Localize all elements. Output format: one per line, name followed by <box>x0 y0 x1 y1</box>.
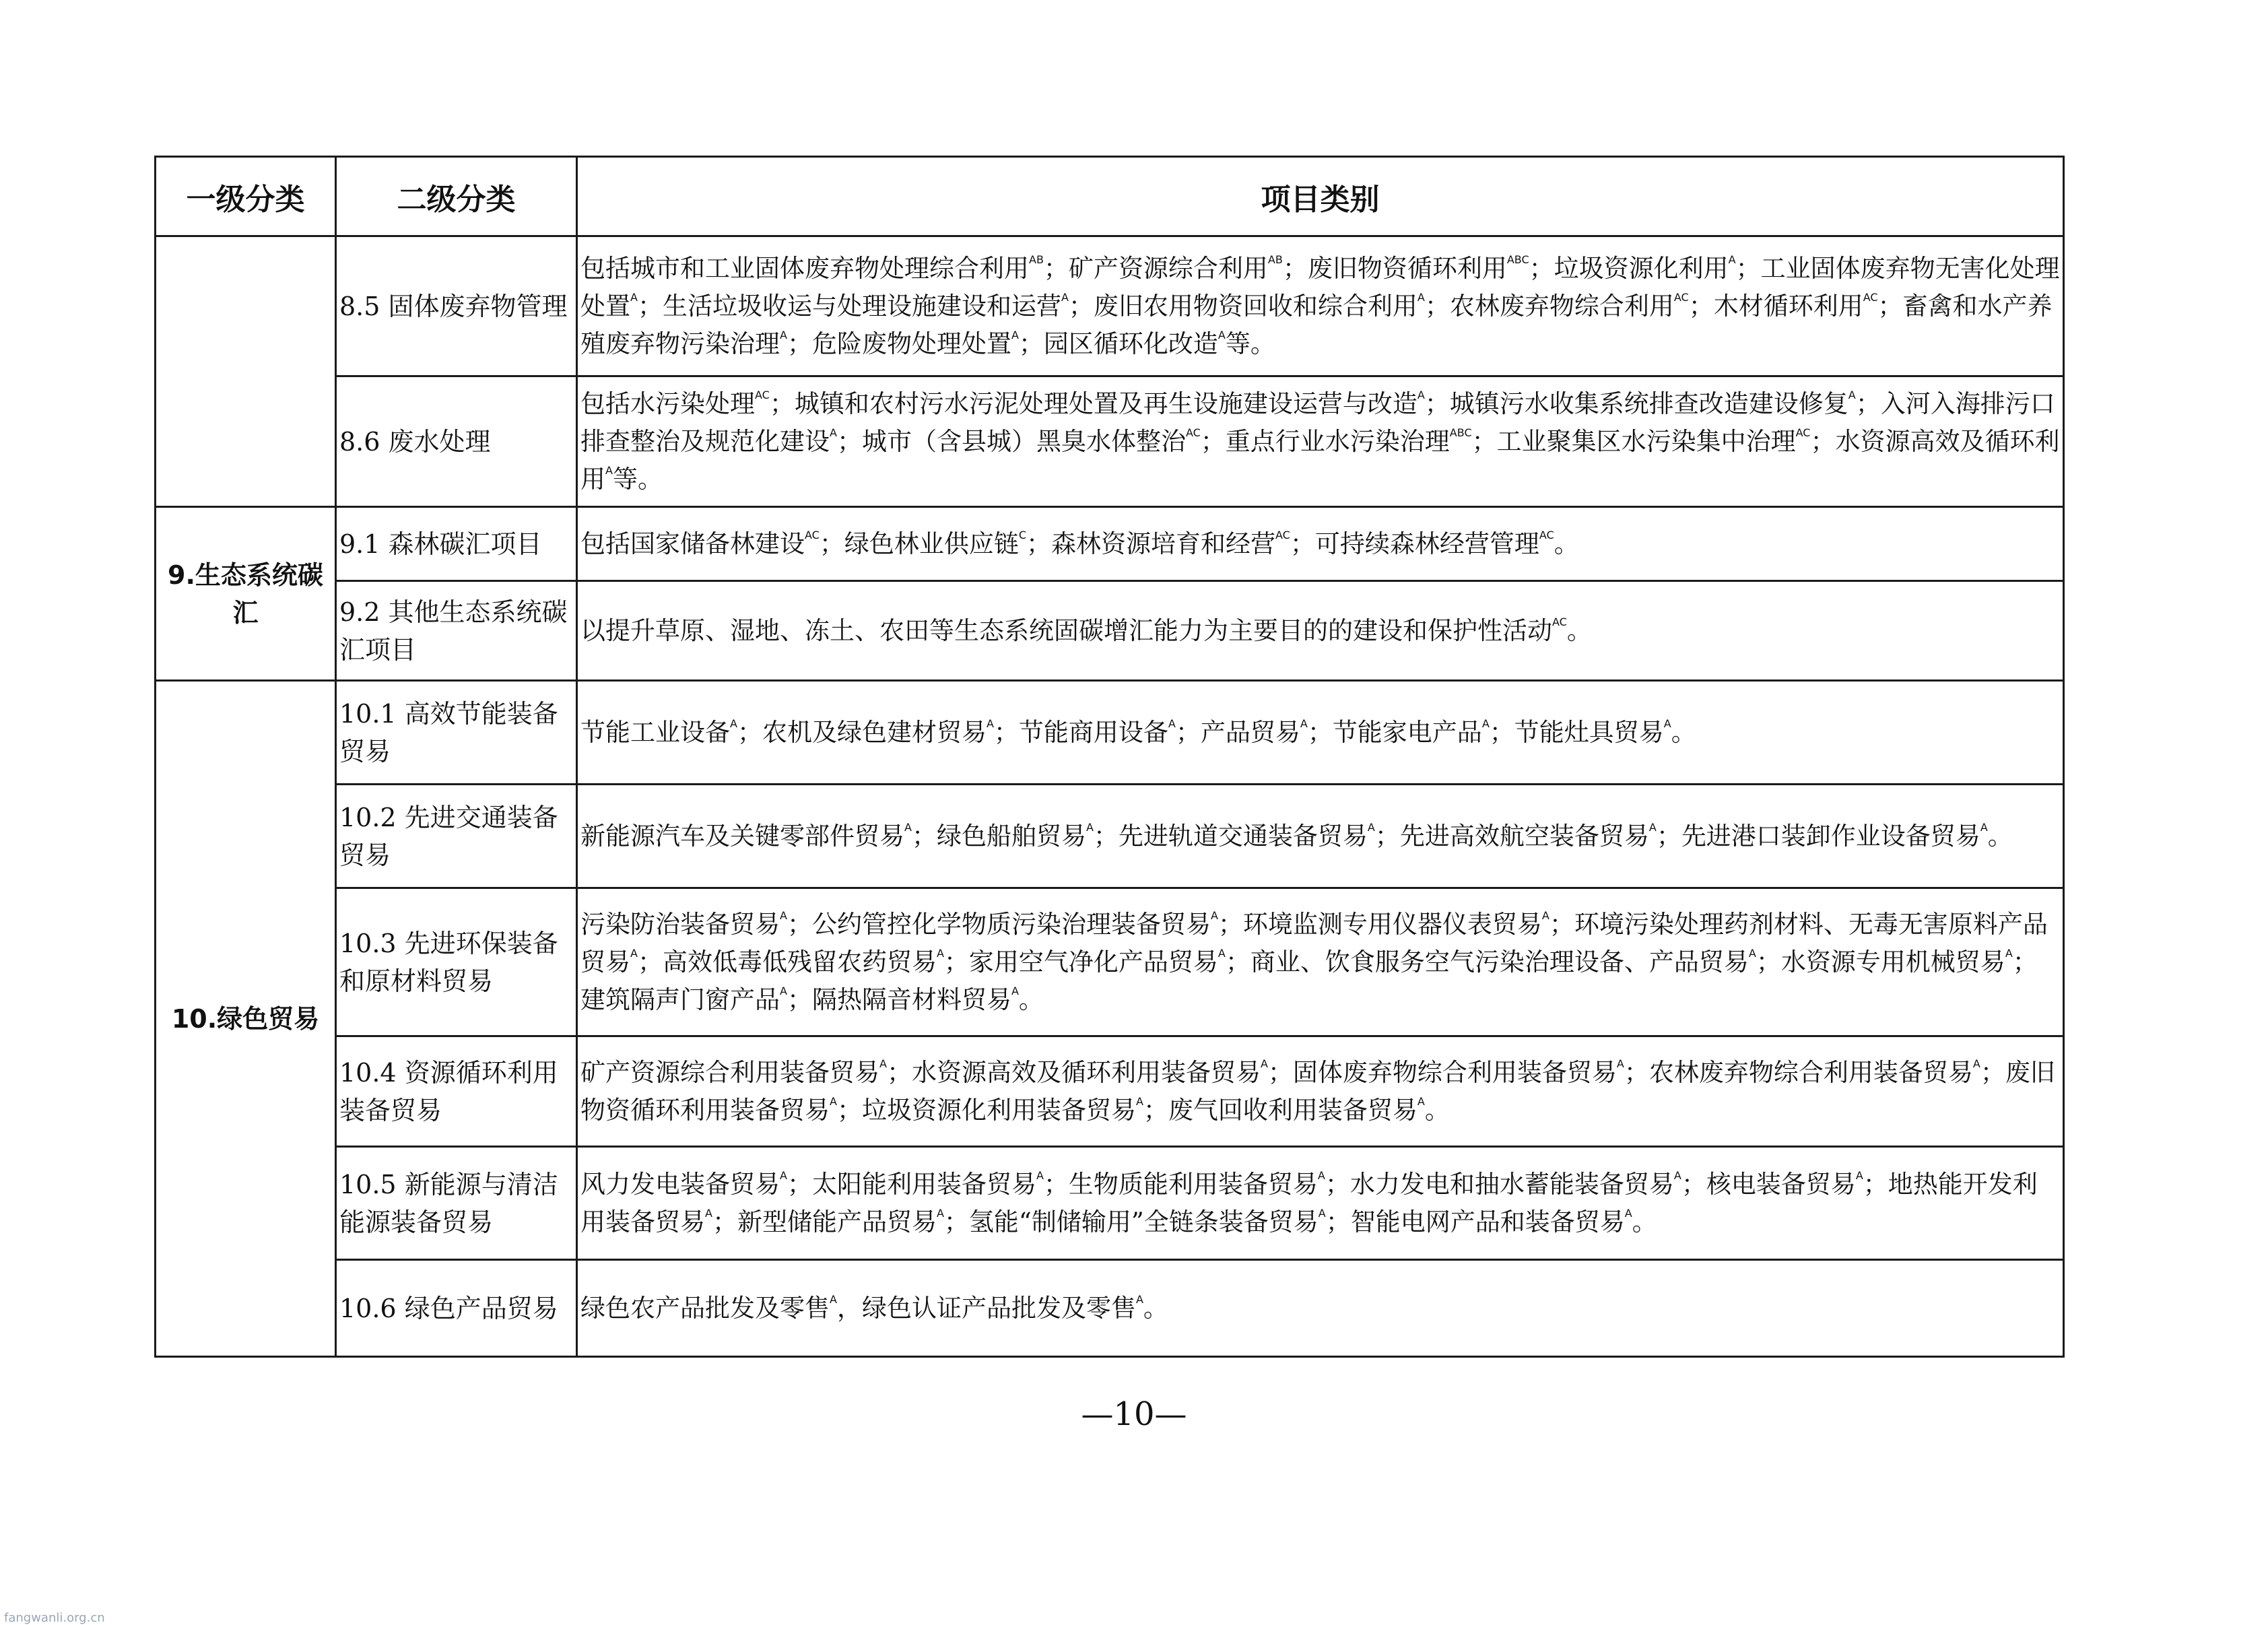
project-item <box>1094 292 1450 321</box>
project-item <box>812 985 1044 1014</box>
project-item-mark: A <box>1481 717 1490 730</box>
table-header-row <box>156 157 2064 236</box>
table-row <box>156 1260 2064 1357</box>
project-item-mark: A <box>1036 1168 1044 1182</box>
project-item <box>1514 718 1696 747</box>
project-item <box>862 1096 1168 1125</box>
project-item-text: 商业、饮食服务空气污染治理设备、产品贸易 <box>1250 947 1749 976</box>
project-item-separator: 等。 <box>612 464 663 494</box>
project-item-separator: ； <box>886 1057 912 1087</box>
table-row <box>156 681 2064 785</box>
project-item <box>844 529 1051 558</box>
project-item <box>1706 1170 1888 1199</box>
project-item-text: 废旧物资循环利用装备贸易 <box>580 1057 2055 1125</box>
project-category-cell <box>577 376 2064 507</box>
project-item-separator: ； <box>1290 529 1315 558</box>
project-item-mark: A <box>705 1206 712 1220</box>
project-item-mark: AC <box>1539 528 1554 541</box>
project-item-separator: ； <box>1225 947 1250 976</box>
project-item-mark: A <box>780 328 787 341</box>
project-item-separator: ； <box>1200 426 1226 456</box>
project-item-separator: 。 <box>1424 1095 1450 1125</box>
project-item-separator: ； <box>769 389 795 418</box>
project-item-text: 城市（含县城）黑臭水体整治 <box>861 426 1186 456</box>
project-item-separator: ； <box>1688 291 1714 321</box>
project-item-separator: ； <box>1471 426 1497 456</box>
project-item-text: 水资源专用机械贸易 <box>1780 947 2005 976</box>
project-item <box>1069 254 1308 283</box>
project-item-separator: ； <box>836 426 862 456</box>
project-item <box>580 1170 812 1199</box>
table-row <box>156 1147 2064 1260</box>
project-item <box>1554 254 1761 283</box>
project-item-mark: A <box>1011 328 1019 341</box>
project-item-mark: A <box>936 946 944 960</box>
project-item-separator: 。 <box>1671 717 1696 747</box>
project-item-mark: A <box>830 1094 837 1108</box>
project-item-separator: 。 <box>1018 985 1044 1014</box>
project-item-text: 隔热隔音材料贸易 <box>811 985 1011 1014</box>
project-item-separator: ； <box>993 717 1019 747</box>
project-item-mark: AB <box>1267 253 1283 266</box>
project-item-separator: ； <box>1656 821 1681 851</box>
project-item-text: 环境监测专用仪器仪表贸易 <box>1242 909 1542 939</box>
project-item <box>580 616 1592 645</box>
project-item-text: 新能源汽车及关键零部件贸易 <box>580 821 904 851</box>
project-item-mark: A <box>1218 328 1226 341</box>
project-item-separator: ； <box>787 909 812 939</box>
level2-category: 10.2 先进交通装备贸易 <box>336 785 577 888</box>
header-level2: 二级分类 <box>336 157 577 236</box>
project-item <box>1450 292 1714 321</box>
project-category-cell <box>577 681 2064 785</box>
project-item-text: 节能灶具贸易 <box>1514 717 1664 747</box>
project-item-mark: AC <box>805 528 820 541</box>
project-item <box>580 254 1069 283</box>
project-item-separator: ； <box>1218 909 1243 939</box>
project-item-text: 地热能开发利用装备贸易 <box>580 1169 2038 1236</box>
project-item <box>580 1058 912 1087</box>
project-item-separator: ； <box>1093 821 1119 851</box>
project-item-text: 森林资源培育和经营 <box>1051 529 1276 558</box>
project-item-mark: A <box>1848 388 1856 401</box>
project-item <box>580 910 812 939</box>
project-category-cell <box>577 1147 2064 1260</box>
project-item <box>862 427 1226 456</box>
project-item-separator: ； <box>1175 717 1201 747</box>
project-item-mark: A <box>1367 820 1375 834</box>
project-item-mark: A <box>1218 946 1226 960</box>
project-item-mark: AC <box>755 388 770 401</box>
project-item <box>912 1058 1293 1087</box>
project-item <box>1293 1058 1649 1087</box>
project-item-mark: A <box>879 1057 887 1070</box>
project-item-text: 垃圾资源化利用装备贸易 <box>861 1095 1136 1125</box>
project-item-separator: ； <box>1624 1057 1649 1087</box>
project-item-mark: A <box>1980 820 1988 834</box>
project-item-separator: ； <box>712 1207 737 1236</box>
project-item-mark: A <box>1417 290 1425 304</box>
project-item-separator: ； <box>1877 291 1903 321</box>
project-item <box>1450 389 1881 418</box>
project-item-separator: ； <box>1282 253 1308 283</box>
project-category-cell <box>577 1036 2064 1147</box>
project-item-mark: A <box>1317 1168 1325 1182</box>
project-item <box>1250 948 1781 976</box>
project-item-separator: ； <box>1810 426 1836 456</box>
project-category-cell <box>577 1260 2064 1357</box>
project-item-mark: A <box>780 1168 787 1182</box>
table-row <box>156 581 2064 681</box>
project-item-text: 农机及绿色建材贸易 <box>762 717 987 747</box>
project-item <box>969 948 1250 976</box>
project-item-text: 绿色认证产品批发及零售 <box>861 1293 1136 1323</box>
project-item <box>1350 1170 1706 1199</box>
table-body <box>156 236 2064 1357</box>
project-item-text: 包括水污染处理 <box>580 389 755 418</box>
project-item-mark: A <box>1541 908 1549 922</box>
project-item-mark: A <box>780 984 787 997</box>
level2-category: 8.5 固体废弃物管理 <box>336 236 577 376</box>
project-item-text: 产品贸易 <box>1200 717 1300 747</box>
project-category-cell <box>577 507 2064 581</box>
project-item <box>580 822 937 851</box>
project-item-text: 高效低毒低残留农药贸易 <box>662 947 937 976</box>
project-item-separator: 。 <box>1632 1207 1657 1236</box>
project-item-mark: A <box>1135 1292 1143 1306</box>
project-item-mark: A <box>1318 1206 1326 1220</box>
project-item-text: 节能家电产品 <box>1332 717 1482 747</box>
project-item <box>1044 329 1275 358</box>
project-item <box>1781 948 2038 976</box>
project-item-separator: ； <box>2012 947 2038 976</box>
project-item-mark: A <box>1300 717 1308 730</box>
watermark: fangwanli.org.cn <box>4 1611 105 1625</box>
project-item-mark: A <box>1673 1168 1681 1182</box>
project-item-separator: 等。 <box>1225 329 1275 358</box>
project-item <box>1308 254 1554 283</box>
project-item-text: 建筑隔声门窗产品 <box>580 985 780 1014</box>
project-item-separator: ； <box>1143 1095 1168 1125</box>
project-item-mark: ABC <box>1449 426 1472 439</box>
project-item-separator: ； <box>1043 1169 1069 1199</box>
project-item <box>1714 292 1903 321</box>
project-item-mark: A <box>630 290 638 304</box>
level1-category: 10.绿色贸易 <box>156 681 336 1357</box>
project-item-text: 核电装备贸易 <box>1706 1169 1856 1199</box>
project-item-mark: A <box>1624 1206 1632 1220</box>
project-item-separator: ； <box>1267 1057 1293 1087</box>
project-item-text: 水力发电和抽水蓄能装备贸易 <box>1349 1169 1674 1199</box>
project-item-text: 先进轨道交通装备贸易 <box>1118 821 1368 851</box>
project-item <box>1226 427 1497 456</box>
project-item-text: 木材循环利用 <box>1713 291 1863 321</box>
project-item <box>1315 529 1579 558</box>
table-row <box>156 1036 2064 1147</box>
project-item-text: 生活垃圾收运与处理设施建设和运营 <box>662 291 1061 321</box>
project-item <box>762 718 1019 747</box>
project-item-mark: A <box>1855 1168 1863 1182</box>
project-item <box>812 910 1243 939</box>
project-item-text: 危险废物处理处置 <box>811 329 1011 358</box>
project-item-text: 矿产资源综合利用 <box>1068 253 1268 283</box>
project-item-separator: ； <box>787 1169 812 1199</box>
classification-table <box>154 156 2065 1358</box>
project-item-separator: ； <box>637 947 663 976</box>
project-item-mark: AC <box>1673 290 1689 304</box>
project-item-mark: A <box>780 908 787 922</box>
project-item-mark: C <box>1018 528 1027 541</box>
project-item-mark: AC <box>1552 615 1567 628</box>
project-item-separator: ； <box>1489 717 1514 747</box>
project-item-separator: ； <box>787 329 812 358</box>
project-item-text: 矿产资源综合利用装备贸易 <box>580 1057 879 1087</box>
project-item-mark: A <box>1168 717 1176 730</box>
project-item-text: 绿色林业供应链 <box>844 529 1019 558</box>
project-item-mark: A <box>1086 820 1094 834</box>
project-item-text: 农林废弃物综合利用 <box>1449 291 1674 321</box>
project-item <box>1497 427 1836 456</box>
project-item-mark: A <box>1135 1094 1143 1108</box>
project-item-separator: ； <box>1980 1057 2005 1087</box>
project-item <box>1351 1207 1657 1236</box>
header-project-category: 项目类别 <box>577 157 2064 236</box>
level2-category: 10.4 资源循环利用装备贸易 <box>336 1036 577 1147</box>
project-category-cell <box>577 785 2064 888</box>
project-item-text: 污染防治装备贸易 <box>580 909 780 939</box>
level2-category: 10.1 高效节能装备贸易 <box>336 681 577 785</box>
table-row <box>156 507 2064 581</box>
project-item-separator: ， <box>836 1293 862 1323</box>
project-item-mark: A <box>1748 946 1756 960</box>
project-item <box>1649 1058 2005 1087</box>
project-item-text: 城镇和农村污水污泥处理处置及再生设施建设运营与改造 <box>794 389 1418 418</box>
page-number: —10— <box>1081 1395 1187 1433</box>
project-item-text: 农林废弃物综合利用装备贸易 <box>1648 1057 1973 1087</box>
level2-category: 10.6 绿色产品贸易 <box>336 1260 577 1357</box>
project-item-separator: ； <box>1325 1207 1351 1236</box>
project-item <box>1400 822 1681 851</box>
level1-category <box>156 236 336 507</box>
project-item-separator: 。 <box>1554 529 1579 558</box>
project-item-text: 垃圾资源化利用 <box>1554 253 1729 283</box>
project-item-separator: ； <box>737 717 762 747</box>
project-item <box>812 1170 1069 1199</box>
project-item <box>1168 1096 1450 1125</box>
project-item-text: 生物质能利用装备贸易 <box>1068 1169 1318 1199</box>
project-item <box>1681 822 2013 851</box>
project-item-text: 水资源高效及循环利用 <box>580 426 2060 494</box>
project-item-mark: A <box>730 717 737 730</box>
project-item-text: 绿色农产品批发及零售 <box>580 1293 830 1323</box>
project-item-text: 包括国家储备林建设 <box>580 529 805 558</box>
project-item-separator: ； <box>1018 329 1044 358</box>
project-category-cell <box>577 581 2064 681</box>
level1-category: 9.生态系统碳汇 <box>156 507 336 681</box>
project-item <box>1119 822 1400 851</box>
project-item-separator: ； <box>943 1207 969 1236</box>
project-item-mark: A <box>1417 1094 1425 1108</box>
project-item <box>580 1294 862 1323</box>
project-item-separator: ； <box>943 947 969 976</box>
project-item-separator: ； <box>1307 717 1333 747</box>
project-item-mark: AC <box>1275 528 1290 541</box>
project-item-mark: A <box>1648 820 1657 834</box>
project-item <box>812 329 1044 358</box>
project-item-mark: AC <box>1795 426 1811 439</box>
project-item-separator: ； <box>1068 291 1094 321</box>
project-item-mark: ABC <box>1506 253 1529 266</box>
table-row <box>156 236 2064 376</box>
project-item-text: 重点行业水污染治理 <box>1225 426 1450 456</box>
project-item-mark: A <box>1011 984 1019 997</box>
project-item-mark: A <box>904 820 912 834</box>
project-item-mark: A <box>936 1206 944 1220</box>
project-item-mark: A <box>1417 388 1425 401</box>
project-item-mark: A <box>605 463 613 477</box>
project-item-mark: A <box>986 717 994 730</box>
project-category-cell <box>577 888 2064 1036</box>
project-item-text: 先进高效航空装备贸易 <box>1399 821 1649 851</box>
project-item-separator: 。 <box>1143 1293 1168 1323</box>
project-item-text: 太阳能利用装备贸易 <box>811 1169 1036 1199</box>
project-item-text: 智能电网产品和装备贸易 <box>1350 1207 1625 1236</box>
table-row <box>156 888 2064 1036</box>
project-item-text: 环境污染处理药剂材料、无毒无害原料产品贸易 <box>580 909 2048 976</box>
project-item-text: 废旧农用物资回收和综合利用 <box>1093 291 1418 321</box>
project-item <box>1243 910 1574 939</box>
project-item-separator: ； <box>637 291 663 321</box>
project-item-separator: ； <box>1374 821 1400 851</box>
project-item-text: 公约管控化学物质污染治理装备贸易 <box>811 909 1211 939</box>
project-item <box>1069 1170 1350 1199</box>
project-item-text: 工业聚集区水污染集中治理 <box>1496 426 1796 456</box>
project-item <box>937 822 1119 851</box>
project-item-text: 以提升草原、湿地、冻土、农田等生态系统固碳增汇能力为主要目的的建设和保护性活动 <box>580 616 1552 645</box>
project-item <box>580 529 844 558</box>
project-item-separator: ； <box>787 985 812 1014</box>
project-category-cell <box>577 236 2064 376</box>
project-item-separator: ； <box>819 529 844 558</box>
level2-category: 10.3 先进环保装备和原材料贸易 <box>336 888 577 1036</box>
project-item-text: 氢能“制储输用”全链条装备贸易 <box>968 1207 1319 1236</box>
project-item-mark: A <box>1260 1057 1268 1070</box>
table-row <box>156 785 2064 888</box>
project-item-separator: ； <box>1855 389 1881 418</box>
project-item-text: 入河入海排污口排查整治及规范化建设 <box>580 389 2055 456</box>
project-item <box>1333 718 1514 747</box>
level2-category: 8.6 废水处理 <box>336 376 577 507</box>
project-item-separator: ； <box>1756 947 1781 976</box>
project-item-text: 新型储能产品贸易 <box>737 1207 937 1236</box>
project-item-text: 畜禽和水产养殖废弃物污染治理 <box>580 291 2053 358</box>
header-level1: 一级分类 <box>156 157 336 236</box>
project-item-separator: 。 <box>1987 821 2013 851</box>
project-item-mark: A <box>830 426 837 439</box>
project-item-text: 废气回收利用装备贸易 <box>1168 1095 1418 1125</box>
project-item-mark: A <box>1972 1057 1980 1070</box>
project-item-mark: A <box>1663 717 1671 730</box>
project-item-text: 工业固体废弃物无害化处理处置 <box>580 253 2060 321</box>
project-item <box>580 718 762 747</box>
project-item <box>663 292 1094 321</box>
project-item-separator: ； <box>1043 253 1069 283</box>
project-item-mark: A <box>630 946 638 960</box>
project-item <box>1051 529 1315 558</box>
project-item-mark: A <box>1061 290 1069 304</box>
project-item-text: 废旧物资循环利用 <box>1307 253 1507 283</box>
project-item-mark: A <box>2005 946 2013 960</box>
project-item-separator: ； <box>836 1095 862 1125</box>
project-item-text: 园区循环化改造 <box>1043 329 1218 358</box>
project-item <box>580 985 812 1014</box>
project-item-separator: ； <box>1735 253 1761 283</box>
project-item-text: 家用空气净化产品贸易 <box>968 947 1218 976</box>
project-item-text: 风力发电装备贸易 <box>580 1169 780 1199</box>
project-item <box>737 1207 969 1236</box>
project-item-mark: AC <box>1185 426 1201 439</box>
project-item <box>663 948 969 976</box>
project-item-mark: A <box>1728 253 1736 266</box>
level2-category: 9.2 其他生态系统碳汇项目 <box>336 581 577 681</box>
project-item-mark: A <box>1210 908 1218 922</box>
project-item-separator: ； <box>1424 291 1450 321</box>
project-item <box>1019 718 1201 747</box>
project-item-mark: A <box>830 1292 837 1306</box>
project-item-text: 固体废弃物综合利用装备贸易 <box>1292 1057 1617 1087</box>
project-item-separator: ； <box>1424 389 1450 418</box>
project-item-separator: ； <box>911 821 937 851</box>
project-item <box>969 1207 1351 1236</box>
project-item-separator: ； <box>1026 529 1052 558</box>
project-item-mark: A <box>1616 1057 1624 1070</box>
project-item-mark: AB <box>1029 253 1044 266</box>
project-item-text: 节能商用设备 <box>1018 717 1168 747</box>
project-item-separator: 。 <box>1566 616 1592 645</box>
project-item <box>862 1294 1168 1323</box>
project-item-separator: ； <box>1681 1169 1706 1199</box>
project-item-separator: ； <box>1325 1169 1350 1199</box>
project-item-separator: ； <box>1863 1169 1888 1199</box>
project-item-text: 先进港口装卸作业设备贸易 <box>1681 821 1980 851</box>
project-item <box>795 389 1450 418</box>
project-item <box>580 389 795 418</box>
project-item-text: 包括城市和工业固体废弃物处理综合利用 <box>580 253 1029 283</box>
project-item <box>1201 718 1333 747</box>
project-item-text: 城镇污水收集系统排查改造建设修复 <box>1449 389 1848 418</box>
project-item-mark: AC <box>1863 290 1878 304</box>
table-row <box>156 376 2064 507</box>
project-item-text: 可持续森林经营管理 <box>1314 529 1539 558</box>
project-item-text: 水资源高效及循环利用装备贸易 <box>911 1057 1261 1087</box>
project-item-separator: ； <box>1529 253 1554 283</box>
level2-category: 10.5 新能源与清洁能源装备贸易 <box>336 1147 577 1260</box>
project-item-separator: ； <box>1549 909 1574 939</box>
project-item-text: 绿色船舶贸易 <box>936 821 1086 851</box>
level2-category: 9.1 森林碳汇项目 <box>336 507 577 581</box>
project-item-text: 节能工业设备 <box>580 717 730 747</box>
